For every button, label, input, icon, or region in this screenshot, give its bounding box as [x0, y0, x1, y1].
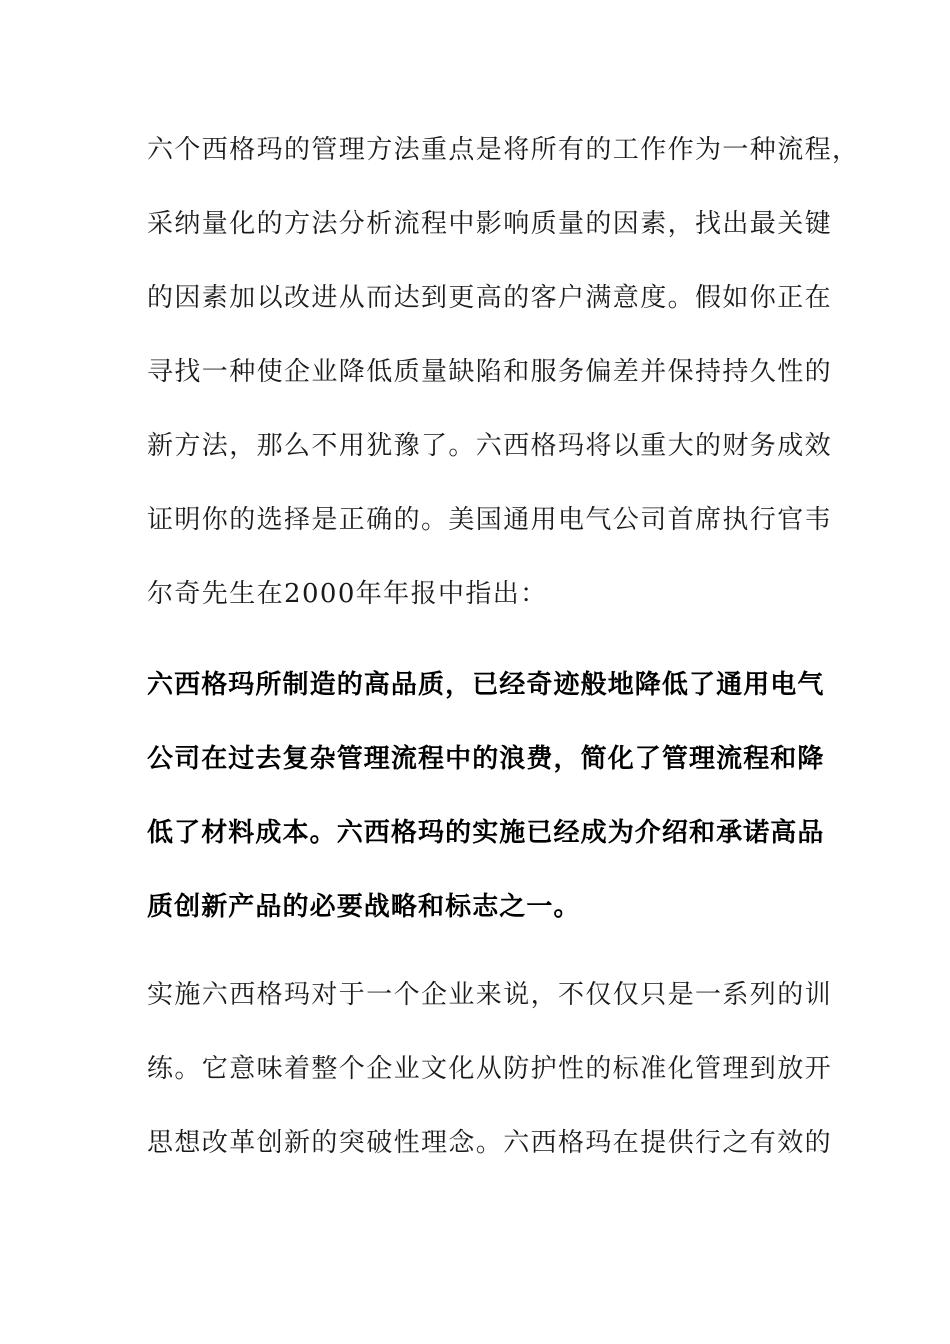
- quote-line: 低了材料成本。六西格玛的实施已经成为介绍和承诺高品: [147, 818, 825, 848]
- quote-line: 六西格玛所制造的高品质，已经奇迹般地降低了通用电气: [147, 670, 825, 700]
- text-line: 寻找一种使企业降低质量缺陷和服务偏差并保持持久性的: [147, 357, 833, 387]
- quote-line: 质创新产品的必要战略和标志之一。: [147, 892, 581, 922]
- text-line: 练。它意味着整个企业文化从防护性的标准化管理到放开: [147, 1054, 833, 1084]
- text-line: 的因素加以改进从而达到更高的客户满意度。假如你正在: [147, 283, 833, 313]
- text-line: 证明你的选择是正确的。美国通用电气公司首席执行官韦: [147, 505, 833, 535]
- text-line: 实施六西格玛对于一个企业来说，不仅仅只是一系列的训: [147, 980, 833, 1010]
- text-line: 尔奇先生在2000年年报中指出：: [147, 579, 548, 609]
- text-line: 思想改革创新的突破性理念。六西格玛在提供行之有效的: [147, 1128, 833, 1158]
- quote-line: 公司在过去复杂管理流程中的浪费，简化了管理流程和降: [147, 744, 825, 774]
- text-line: 新方法，那么不用犹豫了。六西格玛将以重大的财务成效: [147, 431, 833, 461]
- text-line: 采纳量化的方法分析流程中影响质量的因素，找出最关键: [147, 209, 833, 239]
- text-line: 六个西格玛的管理方法重点是将所有的工作作为一种流程，: [147, 135, 860, 165]
